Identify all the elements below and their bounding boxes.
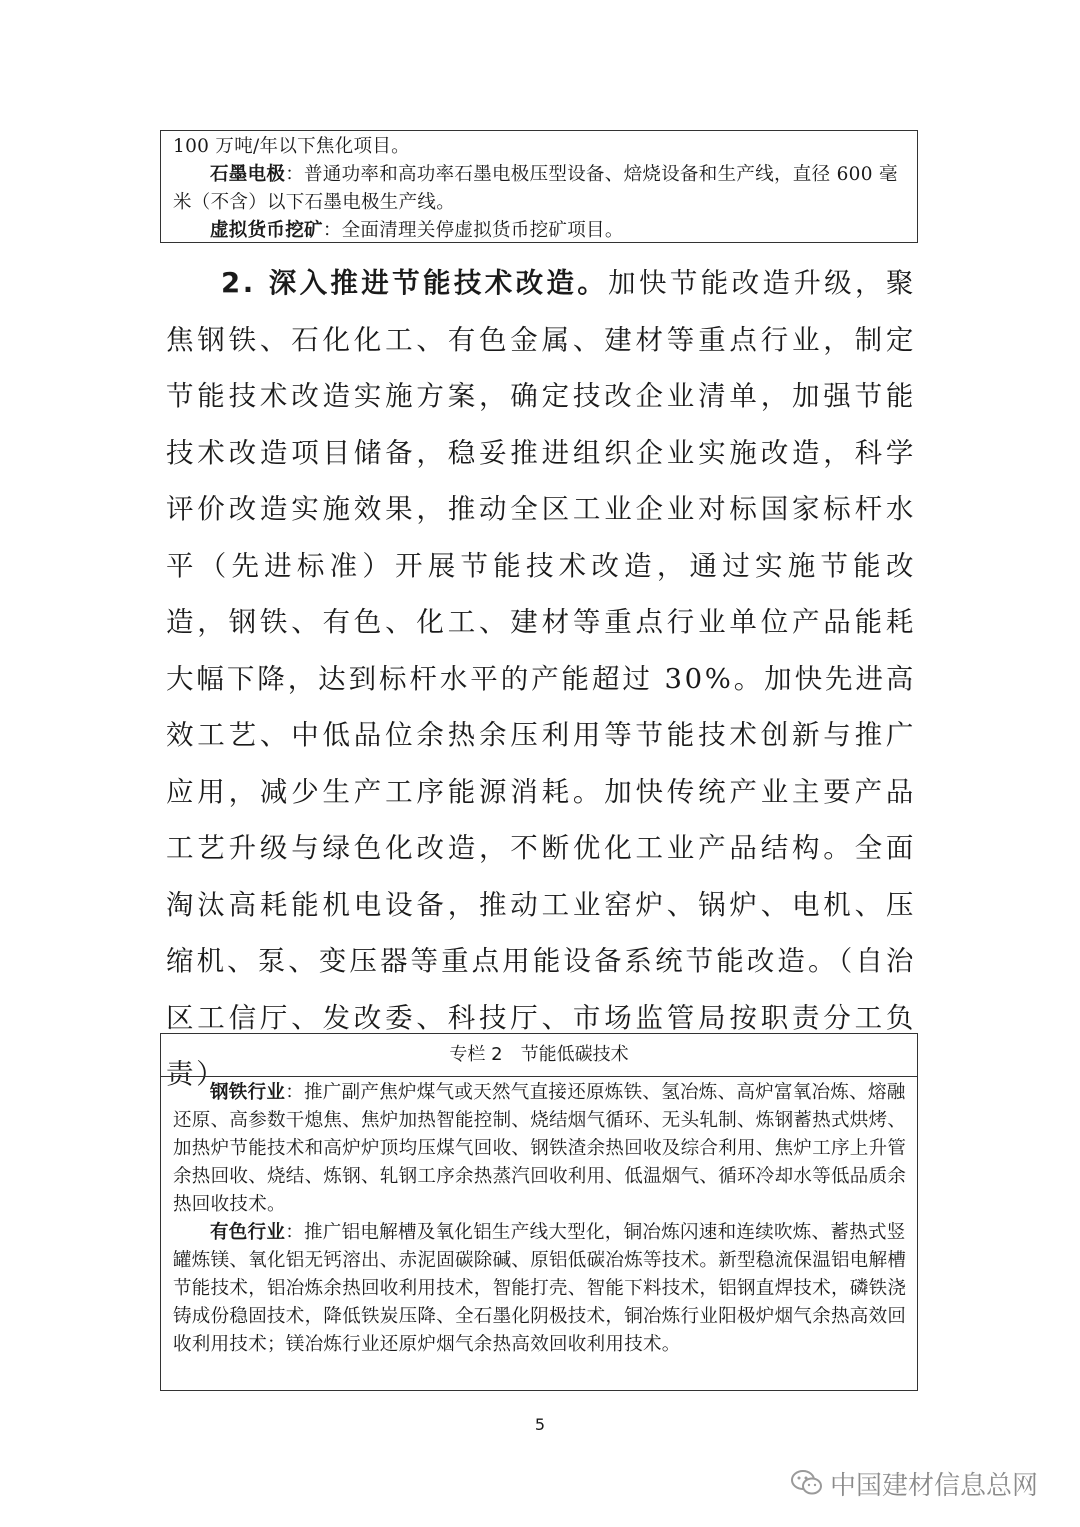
box1-crypto-mining — [173, 217, 909, 245]
box1-graphite-electrode — [173, 161, 909, 217]
nonferrous-industry-paragraph — [173, 1219, 909, 1359]
watermark-text: 中国建材信息总网 — [830, 1470, 1039, 1501]
column-number: 专栏 2 — [449, 1044, 503, 1065]
section-body: 加快节能改造升级，聚焦钢铁、石化化工、有色金属、建材等重点行业，制定节能技术改造实施方案，确定技改企业清单，加强节能技术改造项目储备，稳妥推进组织企业实施改造，科学评价改造实施效果，推动全区工业企业对标国家标杆水平（先进标准）开展节能技术改造，通过实施节能改造，钢铁、有色、化工、建材等重点行业单位产品能耗大幅下降，达到标杆水平的产能超过 30%。加快先进高效工艺、中低品位余热余压利用等节能技术创新与推广应用，减少生产工序能源消耗。加快传统产业主要产品工艺升级与绿色化改造，不断优化工业产品结构。全面淘汰高耗能机电设备，推动工业窑炉、锅炉、电机、压缩机、泵、变压器等重点用能设备系统节能改造。（自治区工信厅、发改委、科技厅、市场监管局按职责分工负责） — [166, 267, 917, 1090]
column-box-body — [161, 1077, 917, 1359]
crypto-mining-label: 虚拟货币挖矿 — [210, 220, 323, 241]
main-paragraph — [166, 255, 916, 1103]
column-title: 节能低碳技术 — [520, 1044, 629, 1065]
column-box-title — [161, 1034, 917, 1077]
page-number: 5 — [534, 1415, 546, 1434]
watermark — [790, 1463, 1038, 1503]
column-box-energy-tech — [160, 1033, 918, 1391]
section-heading: 2. 深入推进节能技术改造。 — [221, 267, 609, 299]
steel-industry-text: ：推广副产焦炉煤气或天然气直接还原炼铁、氢冶炼、高炉富氧冶炼、熔融还原、高参数干熄焦、焦炉加热智能控制、烧结烟气循环、无头轧制、炼钢蓄热式烘烤、加热炉节能技术和高炉炉顶均压煤气回收、钢铁渣余热回收及综合利用、焦炉工序上升管余热回收、烧结、炼钢、轧钢工序余热蒸汽回收利用、低温烟气、循环冷却水等低品质余热回收技术。 — [173, 1082, 907, 1215]
industry-list-box-top — [160, 130, 918, 243]
steel-industry-paragraph — [173, 1079, 909, 1219]
graphite-electrode-text: ：普通功率和高功率石墨电极压型设备、焙烧设备和生产线，直径 600 毫米（不含）以下石墨电极生产线。 — [173, 164, 898, 213]
box1-line-coking: 100 万吨/年以下焦化项目。 — [173, 136, 410, 157]
crypto-mining-text: ：全面清理关停虚拟货币挖矿项目。 — [322, 220, 624, 241]
nonferrous-industry-text: ：推广铝电解槽及氧化铝生产线大型化，铜冶炼闪速和连续吹炼、蓄热式竖罐炼镁、氧化铝无钙溶出、赤泥固碳除碱、原铝低碳冶炼等技术。新型稳流保温铝电解槽节能技术，铝冶炼余热回收利用技术，智能打壳、智能下料技术，铝钢直焊技术，磷铁浇铸成份稳固技术，降低铁炭压降、全石墨化阴极技术，铜冶炼行业阳极炉烟气余热高效回收利用技术；镁冶炼行业还原炉烟气余热高效回收利用技术。 — [173, 1222, 907, 1355]
nonferrous-industry-label: 有色行业 — [210, 1222, 286, 1243]
wechat-icon — [790, 1468, 824, 1498]
graphite-electrode-label: 石墨电极 — [210, 164, 286, 185]
steel-industry-label: 钢铁行业 — [210, 1082, 286, 1103]
